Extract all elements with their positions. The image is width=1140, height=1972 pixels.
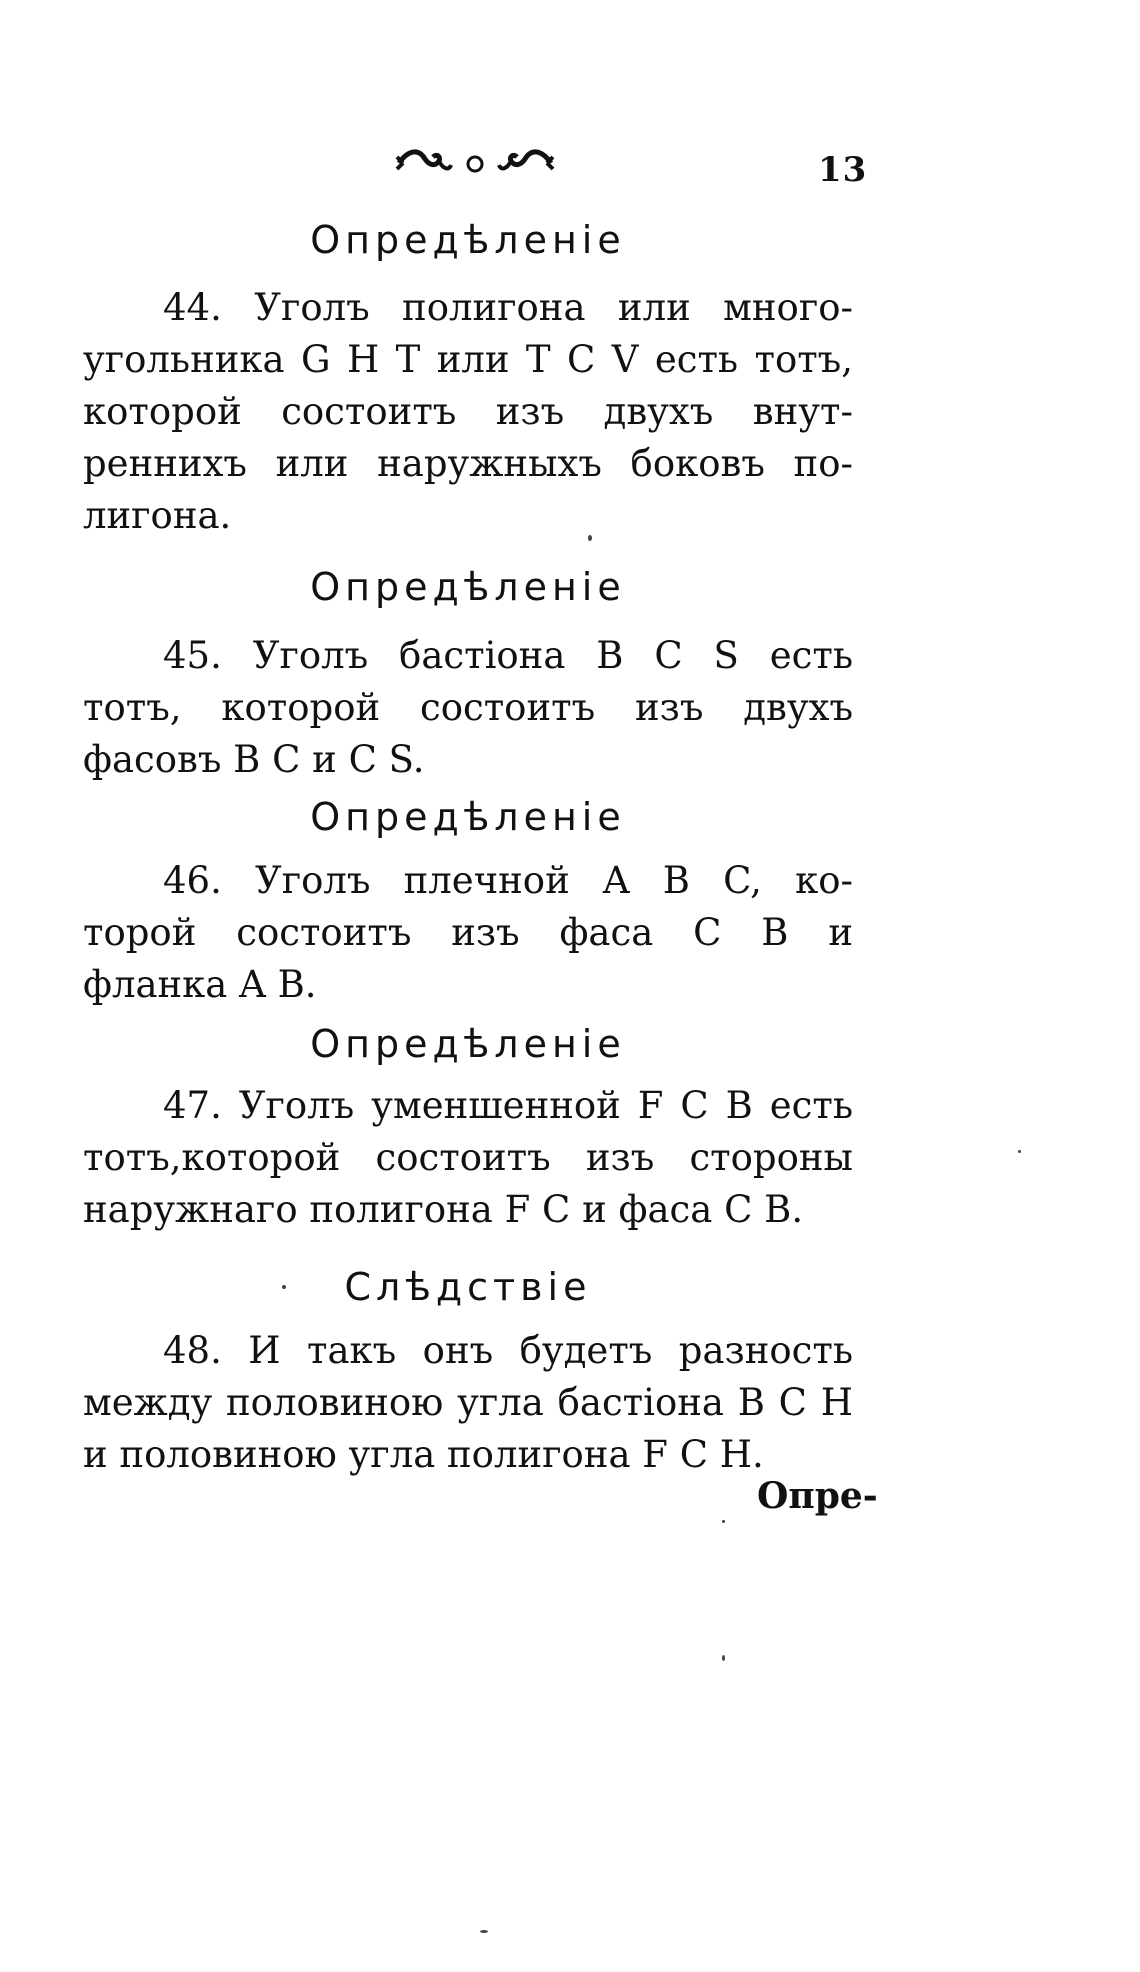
section-heading: Слѣдствіе (344, 1265, 592, 1309)
text-line: угольника G H T или T C V есть тотъ, (83, 338, 853, 381)
text-line: 46. Уголъ плечной A B C, ко- (163, 859, 853, 902)
page-number: 13 (818, 150, 868, 190)
section-heading: Опредѣленіе (310, 1022, 626, 1066)
text-line: тотъ, которой состоитъ изъ двухъ (83, 686, 853, 729)
section-heading: Опредѣленіе (310, 565, 626, 609)
text-line: между половиною угла бастіона B C H (83, 1381, 853, 1424)
text-line: 48. И такъ онъ будетъ разность (163, 1329, 853, 1372)
text-line: фланка A B. (83, 963, 317, 1006)
text-line: фасовъ B C и C S. (83, 738, 425, 781)
text-line: 45. Уголъ бастіона B C S есть (163, 634, 853, 677)
speck (282, 1285, 286, 1289)
text-line: реннихъ или наружныхъ боковъ по- (83, 442, 853, 485)
text-line: и половиною угла полигона F C H. (83, 1433, 764, 1476)
text-line: лигона. (83, 494, 232, 537)
paragraph-48 (83, 1325, 853, 1481)
text-line: торой состоитъ изъ фаса C B и (83, 911, 853, 954)
paragraph-44 (83, 282, 853, 542)
catchword: Опре- (757, 1475, 878, 1517)
text-line: наружнаго полигона F C и фаса C B. (83, 1188, 804, 1231)
text-line: 44. Уголъ полигона или много- (163, 286, 853, 329)
section-heading: Опредѣленіе (310, 795, 626, 839)
speck (480, 1930, 488, 1933)
section-heading: Опредѣленіе (310, 218, 626, 262)
paragraph-45 (83, 630, 853, 786)
speck (722, 1520, 725, 1523)
speck (1018, 1150, 1021, 1153)
ornament-icon (395, 145, 555, 181)
text-line: тотъ,которой состоитъ изъ стороны (83, 1136, 853, 1179)
text-line: которой состоитъ изъ двухъ внут- (83, 390, 853, 433)
paragraph-46 (83, 855, 853, 1011)
text-line: 47. Уголъ уменшенной F C B есть (163, 1084, 853, 1127)
speck (722, 1655, 725, 1661)
speck (588, 535, 592, 541)
paragraph-47 (83, 1080, 853, 1236)
